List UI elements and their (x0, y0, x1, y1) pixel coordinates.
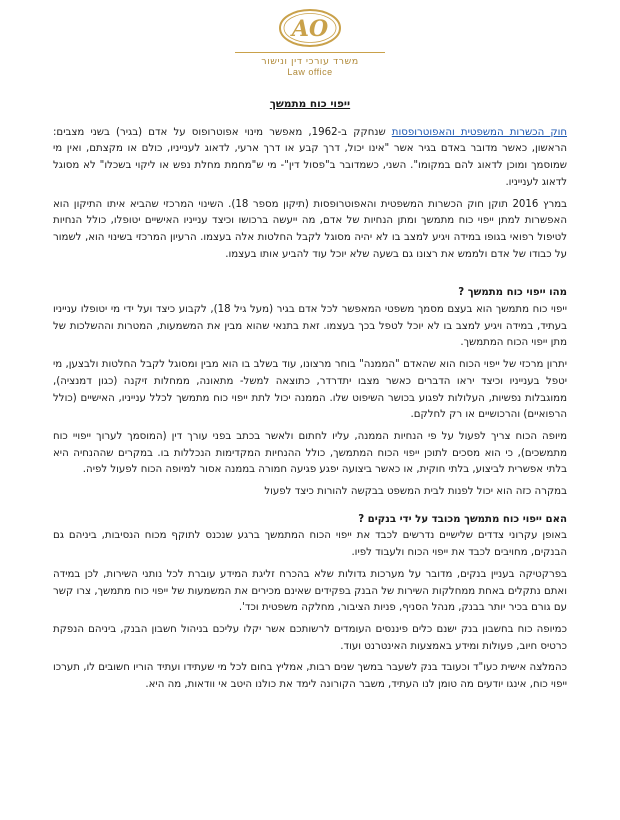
section1-paragraph: ייפוי כוח מתמשך הוא בעצם מסמך משפטי המאפשר לכל אדם בגיר (מעל גיל 18), לקבוע כיצד ועל ידי מי יטופלו ענייניו בעתיד, במידה ויגיע למצב בו לא יוכל לטפל בכך בעצמו. זאת בתנאי שהוא מבין את המשמעות, המטרות וההשלכות של מתן ייפוי הכוח המתמשך. (53, 304, 567, 349)
logo-initials: AO (291, 16, 329, 42)
spacer (53, 268, 567, 285)
section2-paragraph: כהמלצה אישית כעו"ד וכעובד בנק לשעבר במשך שנים רבות, אמליץ בחום לכל מי שעתידו ועתיד הוריו חשובים לו, תערכו ייפוי כוח, אינגו יודעים מה טומן לנו העתיד, משבר הקורונה לימד את כולנו היטב אי וודאות, מה היא. (53, 662, 567, 691)
ao-monogram-icon (277, 6, 343, 50)
firm-name-hebrew: משרד עורכי דין ונישור (261, 56, 359, 67)
logo-divider (235, 52, 385, 53)
section2-paragraph: בפרקטיקה בעניין בנקים, מדובר על מערכות גדולות שלא בהכרח זליגת המידע עוברת לכל נותני השירות, לכן במידה ואתם נתקלים באחת ממחלקות השירות של הבנק בפקידים שאינם מכירים את המשמעות של ייפוי כוח מתמשך, צרו קשר עם גורם בכיר יותר בבנק, מנהל הסניף, פניות הציבור, מחלקה משפטית וכד'. (53, 568, 567, 614)
section-heading-what-is: מהו ייפוי כוח מתמשך ? (458, 287, 567, 299)
section2-paragraph: באופן עקרוני צדדים שלישיים נדרשים לכבד את ייפוי הכוח המתמשך ברגע שנכנס לתוקף מכוח הנסיבות, ביניהם גם הבנקים, מחויבים לכבד את ייפוי הכוח ולעבוד לפיו. (53, 530, 567, 559)
section1-paragraph: יתרון מרכזי של ייפוי הכוח הוא שהאדם "הממנה" בוחר מרצונו, עוד בשלב בו הוא מבין ומסוגל לקבל החלטות ולבצען, מי יטפל בענייניו וכיצד יראו הדברים כאשר מצבו יתדרדר, כתוצאה למשל- מתאונה, ממחלות זיקנה (כגון דמנציה), ממוגבלות נפשיות, העלולות לפגוע בכושר השיפוט שלו. הממנה יכול לתת ייפוי כוח מתמשך לכלל ענייניו, האישיים (כולל הרפואיים) והרכושיים או רק לחלקם. (53, 359, 567, 421)
intro-text: שנחקק ב-1962, מאפשר מינוי אפוטרופוס על אדם (בגיר) בשני מצבים: הראשון, כאשר מדובר באדם בגיר אשר "אינו יכול, דרך קבע או דרך ארעי, לדאוג לענייניו, כולם או מקצתם, ואין מי שמוסמך ומוכן לדאוג להם במקומו". השני, כשמדובר ב"פסול דין"- מי ש"מחמת מחלת נפש או ליקוי בשכלו" לא מסוגל לדאוג לענייניו. (53, 126, 567, 188)
section1-paragraph: מיופה הכוח צריך לפעול על פי הנחיות הממנה, עליו לחתום ולאשר בכתב בפני עורך דין (המוסמך לערוך ייפויי כוח מתמשכים), כי הוא מסכים לתוכן ייפוי הכוח המתמשך, כולל ההנחיות המקדימות הנכללות בו. במקרים שההנחיה היא בלתי אפשרית לביצוע, בלתי חוקית, או כאשר ביצועה יפגע פגיעה חמורה בממנה אסור למיופה הכוח לפעול לפיה. (53, 430, 567, 476)
document-body (53, 96, 567, 699)
law-link[interactable]: חוק הכשרות המשפטית והאפוטרופסות (391, 126, 568, 138)
firm-name-english: Law office (287, 67, 333, 77)
document-title: ייפוי כוח מתמשך (269, 98, 351, 110)
intro-paragraph (53, 125, 567, 192)
section2-paragraph: כמיופה כוח בחשבון בנק ישנם כלים פיננסים העומדים לרשותכם אשר יקלו עליכם בניהול חשבון הבנק, ביניהם הנפקת כרטיס חיוב, פעולות ומידע באמצעות האינטרנט ועוד. (53, 623, 567, 652)
firm-logo (0, 6, 620, 78)
section-heading-banks: האם ייפוי כוח מתמשך מכובד על ידי בנקים ? (358, 513, 567, 525)
amendment-paragraph: במרץ 2016 תוקן חוק הכשרות המשפטית והאפוטרופסות (תיקון מספר 18). השינוי המרכזי שהביא איתו התיקון הוא האפשרות למתן ייפוי כוח מתמשך ומתן הנחיות של אדם, מה ייעשה ברכושו וכיצד ענייניו האישיים יטופלו, כולל הנחיות לטיפול רפואי בגופו במידה ויגיע למצב בו לא יהיה מסוגל לקבל החלטות אלה בעצמו. הרעיון המרכזי בשינוי הוא, לשמור על כבודו של אדם ולממש את רצונו גם בשעה שלא יוכל עוד להביע אותו בעצמו. (53, 198, 567, 260)
section1-paragraph: במקרה כזה הוא יכול לפנות לבית המשפט בבקשה להורות כיצד לפעול (264, 486, 567, 498)
